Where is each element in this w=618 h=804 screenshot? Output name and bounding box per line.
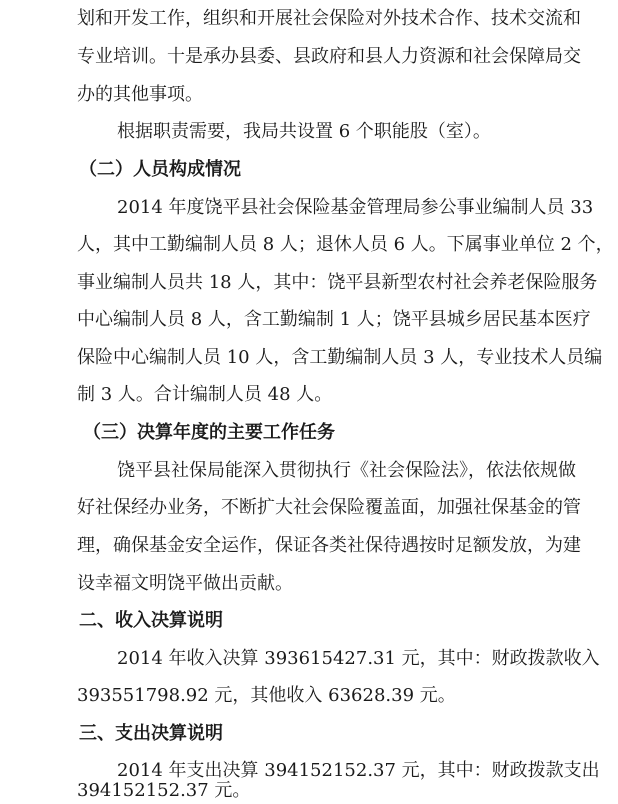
body-line-3: 办的其他事项。 [77,84,203,105]
staff-line-1: 2014 年度饶平县社会保险基金管理局参公事业编制人员 33 [117,197,594,218]
paragraph-line-staffing: 根据职责需要，我局共设置 6 个职能股（室）。 [117,121,491,142]
section-heading-expenditure: 三、支出决算说明 [79,723,223,744]
staff-line-6: 制 3 人。合计编制人员 48 人。 [77,384,333,405]
staff-line-3: 事业编制人员共 18 人，其中：饶平县新型农村社会养老保险服务 [77,272,598,293]
body-line-1: 划和开发工作，组织和开展社会保险对外技术合作、技术交流和 [77,8,581,29]
staff-line-5: 保险中心编制人员 10 人，含工勤编制人员 3 人，专业技术人员编 [77,347,603,368]
tasks-line-3: 理，确保基金安全运作，保证各类社保待遇按时足额发放，为建 [77,535,581,556]
body-line-2: 专业培训。十是承办县委、县政府和县人力资源和社会保障局交 [77,46,581,67]
section-heading-staff: （二）人员构成情况 [79,159,241,180]
income-line-2: 393551798.92 元，其他收入 63628.39 元。 [77,685,456,706]
staff-line-2: 人，其中工勤编制人员 8 人；退休人员 6 人。下属事业单位 2 个， [77,234,614,255]
tasks-line-4: 设幸福文明饶平做出贡献。 [77,573,293,594]
tasks-line-2: 好社保经办业务，不断扩大社会保险覆盖面，加强社保基金的管 [77,497,581,518]
section-heading-income: 二、收入决算说明 [79,610,223,631]
income-line-1: 2014 年收入决算 393615427.31 元，其中：财政拨款收入 [117,648,600,669]
tasks-line-1: 饶平县社保局能深入贯彻执行《社会保险法》，依法依规做 [117,460,576,481]
expenditure-line-2: 394152152.37 元。 [77,780,251,801]
section-heading-tasks: （三）决算年度的主要工作任务 [83,422,335,443]
staff-line-4: 中心编制人员 8 人，含工勤编制 1 人；饶平县城乡居民基本医疗 [77,309,591,330]
expenditure-line-1: 2014 年支出决算 394152152.37 元，其中：财政拨款支出 [117,760,600,781]
